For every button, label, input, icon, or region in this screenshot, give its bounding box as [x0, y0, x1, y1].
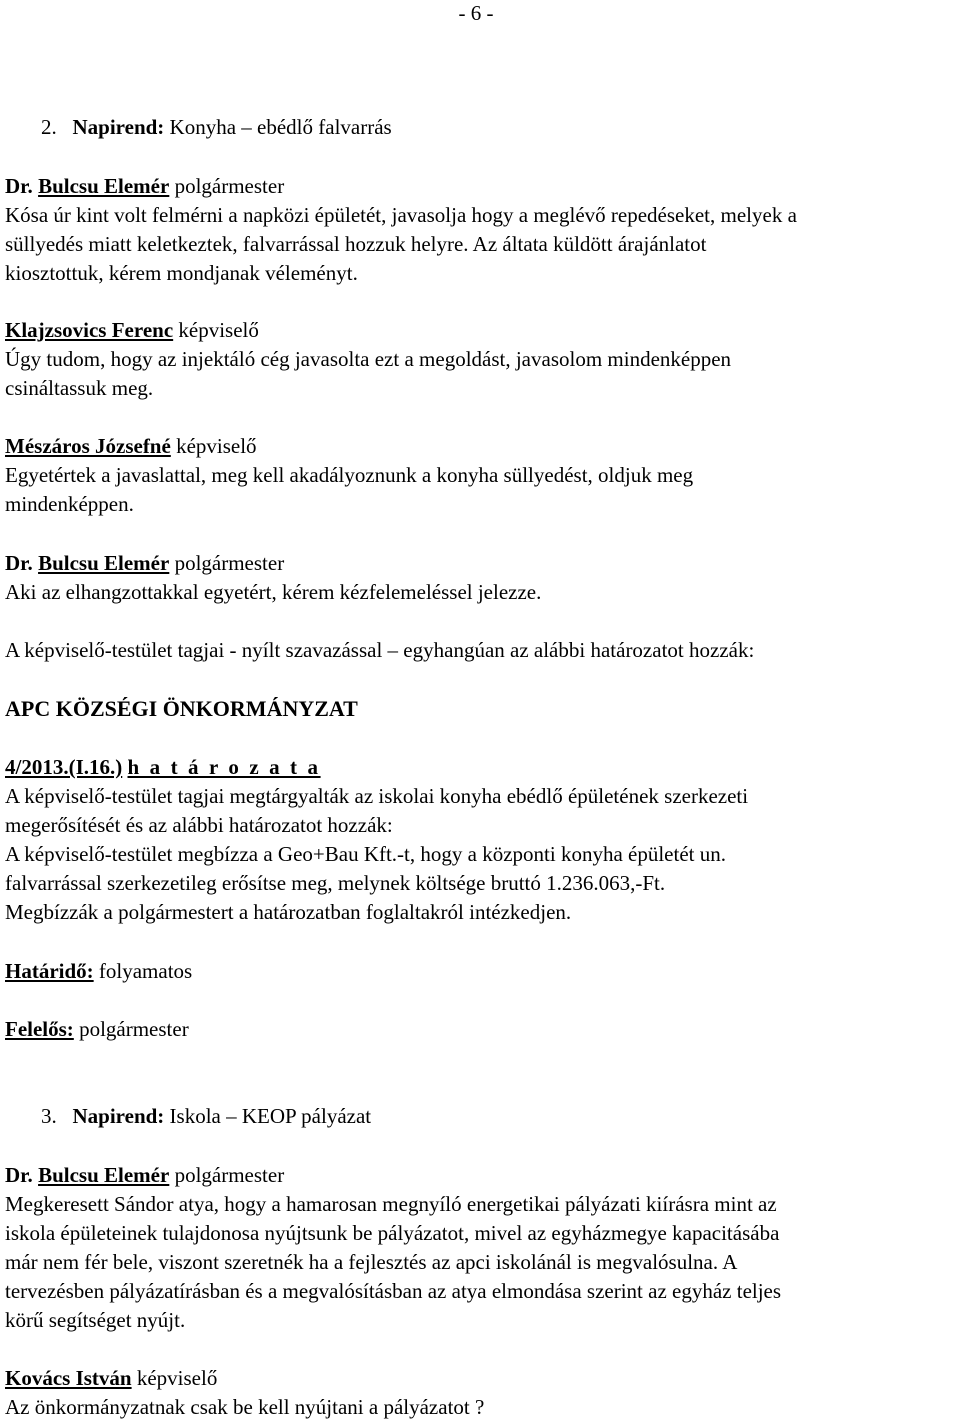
speech-block — [5, 1161, 957, 1335]
speaker-role: polgármester — [174, 174, 285, 198]
speaker-role: polgármester — [174, 551, 285, 575]
page-number: - 6 - — [458, 1, 494, 25]
agenda-number: 2. — [41, 115, 57, 139]
speaker-role: képviselő — [178, 318, 259, 342]
resolution-line: falvarrással szerkezetileg erősítse meg, melynek költsége bruttó 1.236.063,-Ft. — [5, 871, 666, 895]
speaker-prefix: Dr. — [5, 551, 33, 575]
agenda-item-2 — [5, 113, 960, 142]
speech-line: Megkeresett Sándor atya, hogy a hamarosan megnyíló energetikai pályázati kiírásra mint az — [5, 1192, 777, 1216]
speaker-prefix: Dr. — [5, 1163, 33, 1187]
agenda-number: 3. — [41, 1104, 57, 1128]
speaker-name: Bulcsu Elemér — [38, 174, 170, 198]
speech-line: Az önkormányzatnak csak be kell nyújtani a pályázatot ? — [5, 1395, 485, 1419]
deadline-value: folyamatos — [98, 959, 193, 983]
speaker-name: Bulcsu Elemér — [38, 1163, 170, 1187]
resolution-line: Megbízzák a polgármestert a határozatban foglaltakról intézkedjen. — [5, 900, 572, 924]
agenda-title: Iskola – KEOP pályázat — [169, 1104, 372, 1128]
speaker-line — [5, 1161, 957, 1190]
responsible-label: Felelős: — [5, 1017, 74, 1041]
agenda-label: Napirend: — [72, 1104, 165, 1128]
vote-statement: A képviselő-testület tagjai - nyílt szavazással – egyhangúan az alábbi határozatot hozzák: — [5, 638, 755, 662]
speech-line: körű segítséget nyújt. — [5, 1308, 186, 1332]
speech-line: már nem fér bele, viszont szeretnék ha a fejlesztés az apci iskolánál is megvalósulna. A — [5, 1250, 738, 1274]
speech-block — [5, 432, 957, 519]
agenda-item-3 — [5, 1102, 960, 1131]
speaker-line — [5, 432, 957, 461]
resolution-number: 4/2013.(I.16.) — [5, 755, 123, 779]
speaker-name: Klajzsovics Ferenc — [5, 318, 174, 342]
deadline-line — [5, 957, 957, 986]
deadline-label: Határidő: — [5, 959, 94, 983]
speech-block — [5, 549, 957, 607]
speaker-line — [5, 549, 957, 578]
speaker-role: polgármester — [174, 1163, 285, 1187]
speech-line: csináltassuk meg. — [5, 376, 154, 400]
speaker-prefix: Dr. — [5, 174, 33, 198]
speech-line: Egyetértek a javaslattal, meg kell akadályoznunk a konyha süllyedést, oldjuk meg — [5, 463, 694, 487]
speaker-role: képviselő — [176, 434, 257, 458]
speech-block — [5, 172, 957, 288]
speech-line: mindenképpen. — [5, 492, 134, 516]
speaker-line — [5, 1364, 957, 1393]
responsible-value: polgármester — [79, 1017, 189, 1041]
resolution-line: megerősítését és az alábbi határozatot hozzák: — [5, 813, 393, 837]
speaker-role: képviselő — [136, 1366, 218, 1390]
agenda-title: Konyha – ebédlő falvarrás — [169, 115, 392, 139]
speaker-name: Bulcsu Elemér — [38, 551, 170, 575]
speech-line: iskola épületeinek tulajdonosa nyújtsunk be pályázatot, mivel az egyházmegye kapacitásába — [5, 1221, 780, 1245]
resolution-heading — [5, 753, 957, 782]
resolution-line: A képviselő-testület megbízza a Geo+Bau Kft.-t, hogy a központi konyha épületét un. — [5, 842, 726, 866]
resolution-block — [5, 753, 957, 927]
speaker-name: Mészáros Józsefné — [5, 434, 171, 458]
speech-line: kiosztottuk, kérem mondjanak véleményt. — [5, 261, 358, 285]
agenda-label: Napirend: — [72, 115, 165, 139]
responsible-line — [5, 1015, 957, 1044]
speech-line: Úgy tudom, hogy az injektáló cég javasolta ezt a megoldást, javasolom mindenképpen — [5, 347, 732, 371]
council-name: APC KÖZSÉGI ÖNKORMÁNYZAT — [5, 696, 358, 721]
speaker-name: Kovács István — [5, 1366, 132, 1390]
speech-line: süllyedés miatt keletkeztek, falvarrással hozzuk helyre. Az áltata küldött árajánlatot — [5, 232, 707, 256]
speech-line: tervezésben pályázatírásban és a megvalósításban az atya elmondása szerint az egyház teljes — [5, 1279, 782, 1303]
speech-block — [5, 1364, 957, 1422]
speech-line: Kósa úr kint volt felmérni a napközi épületét, javasolja hogy a meglévő repedéseket, melyek a — [5, 203, 797, 227]
resolution-line: A képviselő-testület tagjai megtárgyalták az iskolai konyha ebédlő épületének szerkezeti — [5, 784, 749, 808]
speaker-line — [5, 316, 957, 345]
resolution-word: h a t á r o z a t a — [127, 755, 321, 779]
speech-line: Aki az elhangzottakkal egyetért, kérem kézfelemeléssel jelezze. — [5, 580, 542, 604]
speech-block — [5, 316, 957, 403]
speaker-line — [5, 172, 957, 201]
